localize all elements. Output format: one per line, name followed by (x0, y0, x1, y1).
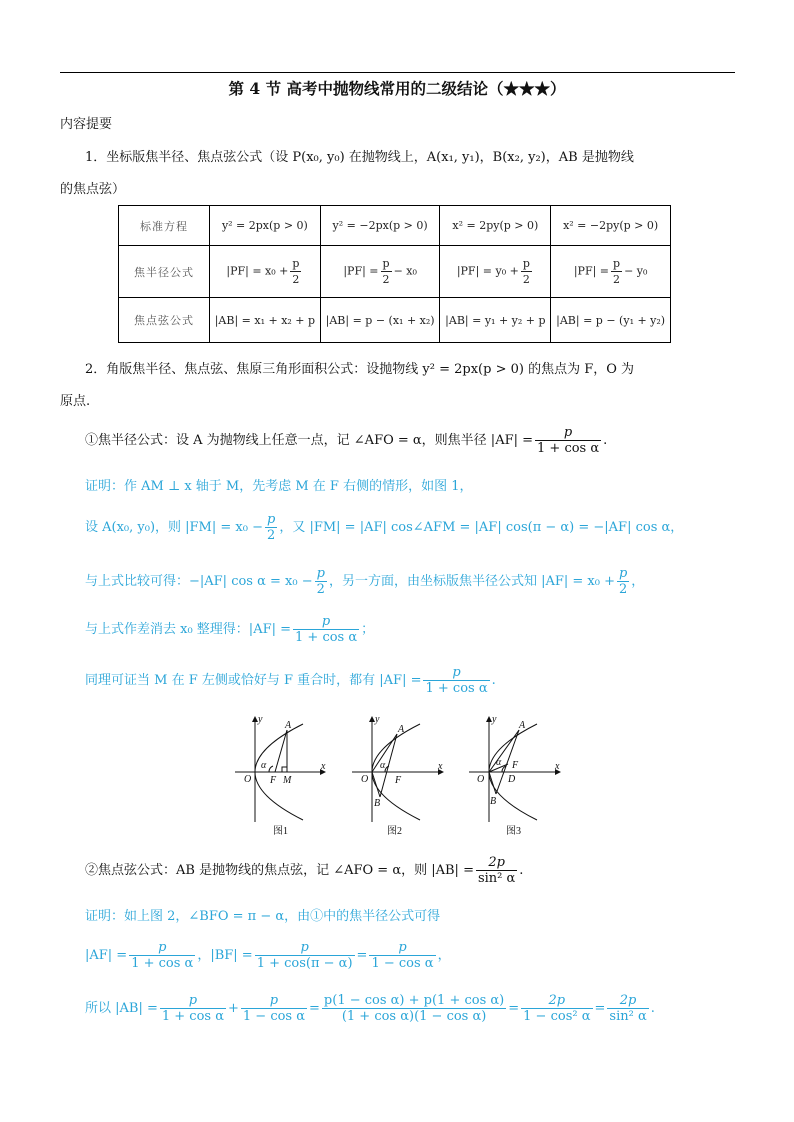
figure-1 (235, 717, 325, 822)
fig2-label: F (395, 775, 402, 786)
fig3-label: O (477, 774, 485, 785)
formula-table (118, 205, 671, 343)
table-focal-chord: |AB| = p − (y₁ + y₂) (551, 298, 671, 343)
segment-ob (489, 772, 496, 794)
fig2-label: A (398, 724, 405, 735)
fig3-label: B (490, 796, 497, 807)
table-focal-radius: |PF| = $\frac{p}{2}$ − x₀ (320, 246, 440, 298)
fig1-label: M (283, 775, 292, 786)
fig3-label: α (496, 757, 502, 768)
fig2-label: x (438, 761, 443, 772)
proof1-line4: 与上式作差消去 x₀ 整理得：|AF| = $\frac{p}{\text{1 + cos α}}$ ； (85, 614, 375, 645)
page-title: 第 4 节 高考中抛物线常用的二级结论（★★★） (228, 79, 566, 98)
fig1-label: α (261, 760, 267, 771)
segment-ob (372, 772, 380, 797)
table-header-focal-chord: 焦点弦公式 (119, 298, 210, 343)
table-equation: x² = 2py(p > 0) (440, 206, 551, 246)
table-focal-radius: |PF| = y₀ + $\frac{p}{2}$ (440, 246, 551, 298)
table-header-focal-radius: 焦半径公式 (119, 246, 210, 298)
table-focal-radius: |PF| = $\frac{p}{2}$ − y₀ (551, 246, 671, 298)
item1-intro: 1．坐标版焦半径、焦点弦公式（设 P(x₀, y₀) 在抛物线上，A(x₁, y₁)，B(x₂, y₂)，AB 是抛物线 (85, 150, 634, 165)
parabola-figures (225, 712, 575, 840)
table-header-equation: 标准方程 (119, 206, 210, 246)
proof2-line1: 证明：如上图 2，∠BFO = π − α，由①中的焦半径公式可得 (85, 909, 441, 924)
right-angle-mark (282, 767, 287, 772)
fig1-label: F (270, 775, 277, 786)
fig1-label: O (244, 774, 252, 785)
fig3-label: A (519, 720, 526, 731)
proof2-line3: 所以 |AB| = $\frac{p}{\text{1 + cos α}}$ + $\frac{p}{\text{1 − cos α}}$ = $\frac{\text{p(1 − cos α) + p(1 + cos α)}}{\text{(1 + cos α)(1 − cos α)}}$ = $\frac{2p}{\text{1 − cos² α}}$ = $\frac{2p}{\text{sin² α}}$ . (85, 993, 655, 1024)
top-rule (60, 72, 735, 73)
table-focal-chord: |AB| = x₁ + x₂ + p (210, 298, 321, 343)
angle-arc (269, 766, 273, 772)
table-focal-chord: |AB| = y₁ + y₂ + p (440, 298, 551, 343)
table-equation: y² = −2px(p > 0) (320, 206, 440, 246)
fig3-label: D (508, 774, 516, 785)
proof1-line1: 证明：作 AM ⊥ x 轴于 M，先考虑 M 在 F 右侧的情形，如图 1， (85, 479, 473, 494)
fig1-label: A (285, 720, 292, 731)
table-focal-radius: |PF| = x₀ + $\frac{p}{2}$ (210, 246, 321, 298)
focal-chord-formula: ②焦点弦公式：AB 是抛物线的焦点弦，记 ∠AFO = α，则 |AB| = $\frac{2p}{\text{sin² α}}$ . (85, 855, 524, 886)
fig3-caption: 图3 (506, 826, 521, 837)
item2-intro: 2．角版焦半径、焦点弦、焦原三角形面积公式：设抛物线 y² = 2px(p > 0) 的焦点为 F，O 为 (85, 362, 635, 377)
section-label: 内容提要 (60, 117, 113, 132)
fig1-caption: 图1 (273, 826, 288, 837)
fig1-label: x (321, 761, 326, 772)
proof2-line2: |AF| = $\frac{p}{\text{1 + cos α}}$ ，|BF| = $\frac{p}{1 + \cos(\pi - \alpha)}$ = $\frac{p}{\text{1 − cos α}}$ ， (85, 940, 451, 971)
fig3-label: x (555, 761, 560, 772)
proof1-line3: 与上式比较可得：−|AF| cos α = x₀ − $\frac{p}{2}$ ，另一方面，由坐标版焦半径公式知 |AF| = x₀ + $\frac{p}{2}$ ， (85, 566, 645, 597)
table-equation: x² = −2py(p > 0) (551, 206, 671, 246)
table-equation: y² = 2px(p > 0) (210, 206, 321, 246)
fig2-label: B (374, 798, 381, 809)
fig2-caption: 图2 (387, 826, 402, 837)
fig2-label: O (361, 774, 369, 785)
fig3-label: y (492, 714, 497, 725)
focal-radius-formula: ①焦半径公式：设 A 为抛物线上任意一点，记 ∠AFO = α，则焦半径 |AF| = $\frac{p}{\text{1 + cos α}}$ . (85, 425, 608, 456)
fig2-label: y (375, 714, 380, 725)
fig2-label: α (380, 760, 386, 771)
table-focal-chord: |AB| = p − (x₁ + x₂) (320, 298, 440, 343)
item1-intro-cont: 的焦点弦） (60, 182, 126, 197)
proof1-line2: 设 A(x₀, y₀)，则 |FM| = x₀ − $\frac{p}{2}$ ，又 |FM| = |AF| cos∠AFM = |AF| cos(π − α) = −|AF| cos α， (85, 512, 684, 543)
proof1-line5: 同理可证当 M 在 F 左侧或恰好与 F 重合时，都有 |AF| = $\frac{p}{\text{1 + cos α}}$ . (85, 665, 496, 696)
fig1-label: y (258, 714, 263, 725)
fig3-label: F (512, 760, 519, 771)
item2-intro-cont: 原点. (60, 394, 91, 409)
